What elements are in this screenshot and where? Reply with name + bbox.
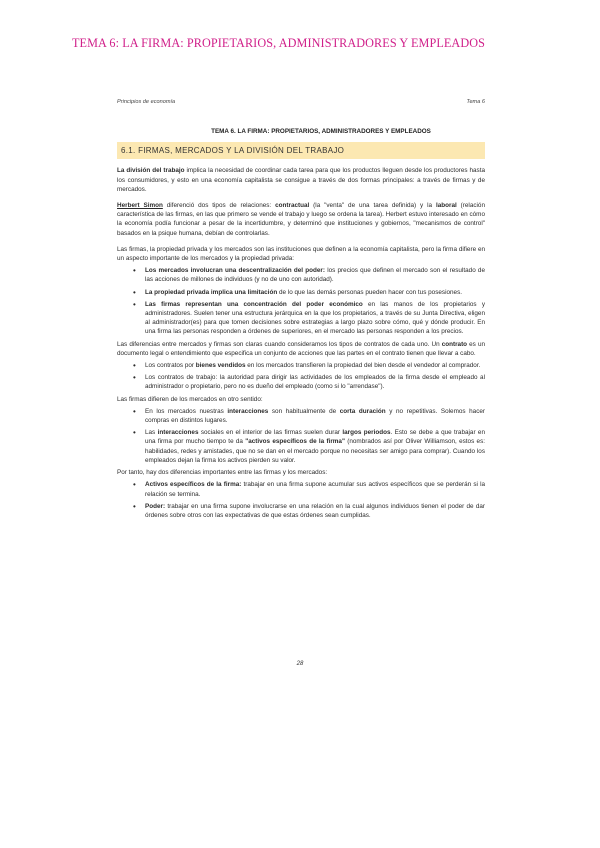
paragraph-contratos [117, 340, 485, 358]
text: son habitualmente de [268, 407, 340, 415]
text: Las [145, 429, 158, 437]
document-page [117, 98, 485, 523]
list-item [145, 266, 485, 284]
text: (relación característica de las firmas, en las que primero se vende el trabajo y luego se ordena la tarea). Herbert estuvo interesado en cómo la economía podía funcionar a pesar de la incertidumbre, y determinó que instituciones y gobiernos, "mecanismos de control" basados en la psique humana, debían de controlarlas. [117, 202, 485, 237]
text: los precios que definen el mercado son el resultado de las acciones de millones de individuos (y no de uno con autoridad). [145, 267, 485, 284]
section-heading: 6.1. FIRMAS, MERCADOS Y LA DIVISIÓN DEL TRABAJO [117, 142, 485, 159]
text: . Esto se debe a que trabajar en una firma por mucho tiempo te da [145, 429, 485, 446]
list-item [145, 288, 485, 297]
text: de lo que las demás personas pueden hacer con tus posesiones. [277, 288, 462, 296]
bold-term: bienes vendidos [195, 362, 246, 370]
bold-term: contractual [275, 202, 310, 210]
text: Los contratos de trabajo: la autoridad para dirigir las actividades de los empleados de la firma desde el empleado al administrador o propietario, pero no es dueño del empleado (como si lo "arrendase"). [145, 374, 485, 391]
bold-term: interacciones [157, 429, 199, 437]
text: implica la necesidad de coordinar cada tarea para que los productos lleguen desde los productores hasta los consumidores, y esto en una economía capitalista se consigue a través de dos formas principales: a través de firmas y de mercados. [117, 167, 485, 193]
list-item [145, 502, 485, 520]
bold-term: Las firmas representan una concentración del poder económico [145, 300, 363, 308]
header-left: Principios de economía [117, 99, 176, 105]
chapter-title: TEMA 6. LA FIRMA: PROPIETARIOS, ADMINISTRADORES Y EMPLEADOS [211, 128, 431, 136]
bold-term: La división del trabajo [117, 167, 185, 175]
text: En los mercados nuestras [145, 407, 228, 415]
list-item [145, 428, 485, 465]
list-interactions [117, 407, 485, 465]
document-top-title: TEMA 6: LA FIRMA: PROPIETARIOS, ADMINISTRADORES Y EMPLEADOS [72, 36, 486, 50]
bold-term: Activos específicos de la firma: [145, 481, 242, 489]
paragraph-instituciones: Las firmas, la propiedad privada y los mercados son las instituciones que definen a la economía capitalista, pero la firma difiere en un aspecto importante de los mercados y la propiedad privada: [117, 245, 485, 263]
list-contract-types [117, 361, 485, 392]
page-number: 28 [296, 661, 304, 667]
bold-term: "activos específicos de la firma" [245, 438, 345, 446]
list-item [145, 407, 485, 425]
list-firm-vs-market [117, 266, 485, 336]
paragraph-herbert-simon [117, 201, 485, 238]
bold-term: corta duración [339, 407, 386, 415]
header-right: Tema 6 [466, 99, 485, 105]
bold-term: Poder: [145, 502, 166, 510]
text: (nombrados así por Oliver Williamson, estos es: habilidades, redes y amistades, que no se dan en el mercado porque no necesitas ser amigo para comprar). Cuando los empleados dejan la firma los activos pierden su valor. [145, 438, 485, 464]
text: en las manos de los propietarios y administradores. Suelen tener una estructura jerárquica en la que los propietarios, a través de su Junta Directiva, eligen al administrador(es) para que tomen decisiones sobre estrategias a largo plazo sobre cómo, qué y dónde producir. En una firma las personas responden a órdenes de superiores, en el mercado las personas responden a los precios. [145, 300, 485, 336]
list-key-differences [117, 480, 485, 520]
running-header [117, 98, 485, 107]
list-item [145, 480, 485, 498]
text: trabajar en una firma supone acumular sus activos específicos que se perderán si la relación se termina. [145, 481, 486, 498]
text: Los contratos por [145, 362, 196, 370]
text: (la "venta" de una tarea definida) y la [309, 202, 436, 210]
bold-term: Los mercados involucran una descentralización del poder: [145, 267, 325, 275]
text: Las diferencias entre mercados y firmas son claras cuando consideramos los tipos de contratos de cada uno. Un [117, 340, 442, 348]
bold-term: La propiedad privada implica una limitación [145, 288, 278, 296]
text: en los mercados transfieren la propiedad del bien desde el vendedor al comprador. [245, 362, 481, 370]
list-item [145, 300, 485, 337]
text: y no repetitivas. Solemos hacer compras en distintos lugares. [145, 407, 486, 425]
bold-term: interacciones [227, 407, 269, 415]
list-item [145, 373, 485, 391]
paragraph-division-trabajo [117, 166, 485, 194]
text: es un documento legal o entendimiento que especifica un conjunto de acciones que las partes en el contrato tienen que llevar a cabo. [117, 340, 486, 357]
author-name: Herbert Simon [117, 202, 163, 210]
bold-term: largos periodos [342, 429, 391, 437]
text: trabajar en una firma supone involucrarse en una relación en la cual algunos individuos tienen el poder de dar órdenes sobre otros con las expectativas de que estas órdenes sean cumplidas. [145, 502, 485, 519]
paragraph-otro-sentido: Las firmas difieren de los mercados en otro sentido: [117, 395, 263, 403]
list-item [145, 361, 485, 370]
text: diferenció dos tipos de relaciones: [162, 202, 276, 210]
bold-term: contrato [441, 340, 468, 348]
bold-term: laboral [435, 202, 457, 210]
text: sociales en el interior de las firmas suelen durar [198, 429, 343, 437]
paragraph-diferencias: Por tanto, hay dos diferencias importantes entre las firmas y los mercados: [117, 469, 328, 477]
